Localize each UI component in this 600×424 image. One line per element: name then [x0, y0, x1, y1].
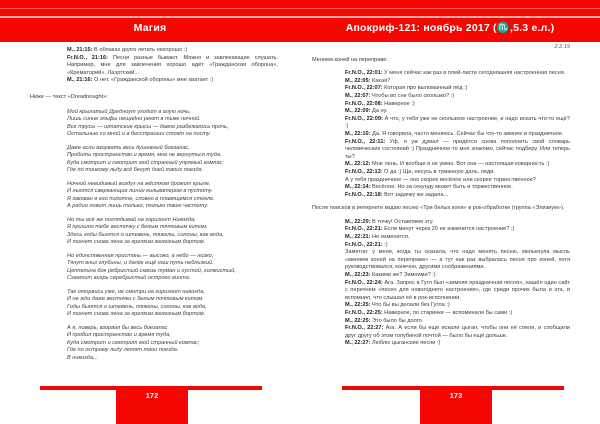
chat-speaker-timestamp: Fr.N.O., 21:16:	[67, 54, 113, 61]
poem-stanza	[67, 145, 278, 175]
chat-log-before-song	[345, 70, 570, 199]
poem-stanza	[67, 325, 278, 363]
chat-speaker-timestamp: Fr.N.O., 22:24:	[345, 279, 385, 286]
poem-line: Цеппелина бок ребристый сквозь туман и густой, холмистый,	[67, 267, 236, 274]
header-rule-bright	[0, 16, 600, 18]
chat-message: М., 22:14: Весёлое. Но за секунду может быть и торжественное.	[345, 184, 513, 191]
poem-line: Но ты всё же поглядывай на горизонт Никогда,	[67, 216, 196, 223]
chat-speaker-timestamp: М., 22:12:	[345, 161, 373, 168]
chat-speaker-timestamp: Fr.N.O., 22:27:	[345, 325, 386, 332]
chat-message: Fr.N.O., 22:01: У меня сейчас как раз в плей-листе сегодняшняя настроенная песня.	[345, 70, 566, 77]
chat-message: М., 22:05: Какая?	[345, 77, 391, 84]
chat-speaker-timestamp: М., 22:09:	[345, 108, 373, 115]
chat-speaker-timestamp: М., 22:07:	[345, 92, 373, 99]
chat-message: М., 22:27: Люблю цыганские песни :)	[345, 340, 441, 347]
poem-line: И пахнет снова пена за крепким железным бортом.	[67, 239, 206, 246]
chat-message: Fr.N.O., 22:18: Вот задачку же задала...	[345, 191, 449, 198]
poem-stanza	[67, 109, 278, 139]
poem-line: А я, поверь, взорвал бы весь боезапас	[67, 324, 168, 331]
chat-message: М., 22:23: Какими же? Зимними? :)	[345, 272, 436, 279]
chat-speaker-timestamp: Fr.N.O., 22:25:	[345, 310, 385, 316]
right-running-title: Апокриф-121: ноябрь 2017 (♏,5.3 е.л.)	[345, 22, 555, 34]
poem-line: И пробил пространство и время туда,	[67, 332, 171, 339]
chat-message: Заметно: у меня, когда ты сказала, что надо менять песню, мелькнула мысль «меняем коней на переправе» — а тут как раз выбралась песня про коней, хотя руководствовался, конечно, другими соображениями.	[345, 249, 570, 271]
chat-speaker-timestamp: Fr.N.O., 22:18:	[345, 191, 385, 198]
poem-line: Куда смотрит и смотрит мой странный упрямый компас;	[67, 159, 224, 166]
poem-line: Я пришлю тебе весточку с белым почтовым китом.	[67, 224, 208, 231]
section-mark: 2.2.19	[554, 44, 570, 50]
poem-stanza	[67, 181, 278, 211]
chat-message: М., 22:25: Это было бы долго.	[345, 317, 424, 324]
poem-line: Куда смотрит и смотрит мой странный компас;	[67, 339, 200, 346]
poem-line: Но единственная пристань — высоко, а небо — низко,	[67, 252, 214, 259]
page-left	[30, 47, 278, 384]
header-rule-thin	[0, 8, 600, 9]
chat-speaker-timestamp: М., 22:20:	[345, 218, 373, 225]
chat-speaker-timestamp: М., 21:15:	[67, 47, 95, 53]
narration-paragraph: После поисков в интернете кидаю песню «Три белых коня» в рок-обработке (группа «Элизиум»).	[312, 205, 565, 212]
poem-stanza	[67, 253, 278, 283]
page-number-tab-left	[116, 386, 188, 424]
page-right	[312, 44, 570, 385]
chat-speaker-timestamp: Fr.N.O., 22:07:	[345, 85, 385, 92]
poem-line: В никогда...	[67, 354, 98, 361]
poem-line: Тянут вниз глубины, и далёк ещё наш путь неблизкий.	[67, 260, 214, 267]
poem-line: Мой крылатый Дредноут уходит в алую ночь,	[67, 108, 191, 115]
left-running-title: Магия	[133, 22, 167, 34]
chat-message: М., 22:10: Да. Я говорила, часто меняюсь. Сейчас бы что-то зимнее и праздничное.	[345, 130, 564, 137]
poem-line: Даже если взорвать весь душевный боезапас,	[67, 144, 190, 151]
running-titles	[0, 21, 600, 35]
chat-message: Fr.N.O., 22:08: Наверное :)	[345, 100, 415, 107]
chat-message: Fr.N.O., 21:16: Песни разные бывают. Можно и завлекающие слушать. Например, мне для завлечения хорошо идёт «Гражданская оборона», «Крематорий», Лаэртский...	[67, 54, 278, 76]
chat-message: Fr.N.O., 22:11: Уф, я уж думал — придётся снова пополнить свой словарь человеческих состояний :) Праздничное-то мне знакомо, сейчас подберу. Или теперь ты?	[345, 138, 570, 160]
chat-speaker-timestamp: М., 22:21:	[345, 234, 373, 241]
chat-message: М., 22:20: В точку! Оставляем эту.	[345, 218, 434, 225]
chat-message: Fr.N.O., 22:21: :)	[345, 241, 388, 248]
chat-speaker-timestamp: Fr.N.O., 22:09:	[345, 115, 385, 122]
poem-stanza	[67, 289, 278, 319]
poem-line: И льются сверкающие линии кильватером в пустоту.	[67, 188, 213, 195]
chat-message: М., 22:21: Не изменится.	[345, 234, 410, 241]
poem-line: Остальные со мной и в бесстрашии стоят на посту.	[67, 131, 211, 138]
poem-line: И не жди даже весточки с белым почтовым китом.	[67, 296, 204, 303]
lead-line: Меняем коней на переправе:	[312, 56, 388, 63]
chat-message: А у тебя праздничное — оно скорее весёлое или скорее торжественное?	[345, 176, 536, 183]
chat-speaker-timestamp: Fr.N.O., 22:11:	[345, 138, 390, 145]
page-number-right: 173	[449, 391, 463, 400]
chat-message: Fr.N.O., 22:13: О да :) Ща, несусь в туманную даль, леди.	[345, 168, 495, 175]
chat-message: М., 22:09: Да ну.	[345, 108, 388, 115]
poem-line: И пахнет снова пена за крепким железным бортом.	[67, 311, 206, 318]
poem-line: Пробить пространство и время, мне не вернуться туда.	[67, 152, 222, 159]
chat-message: М., 22:25: Что бы вы делали без Гугла :)	[345, 302, 450, 309]
chat-message: М., 21:15: В облаках долго летать нехорошо :)	[67, 47, 188, 53]
chat-message: М., 22:12: Мне лень. И вообще я не умею. Вот она — настоящая коварность :)	[345, 161, 550, 168]
chat-speaker-timestamp: Fr.N.O., 22:13:	[345, 168, 385, 175]
chat-message: Fr.N.O., 22:09: А что, у тебя уже не скользкое настроение, и надо искать что-то ещё? :)	[345, 115, 570, 130]
chat-log-after-song	[345, 219, 570, 348]
chat-message: Fr.N.O., 22:21: Если минут через 20 не изменится настроение? ;)	[345, 226, 515, 233]
poem-line: Схватит вихрь серебристый острого винта.	[67, 275, 191, 282]
poem-dreadnought	[67, 109, 278, 363]
chat-speaker-timestamp: М., 22:14:	[345, 184, 373, 191]
chat-speaker-timestamp: М., 22:10:	[345, 130, 373, 137]
poem-line: Годы бьются о штевень, тяжелы, солоны, как вода,	[67, 303, 207, 310]
chat-speaker-timestamp: М., 22:27:	[345, 340, 373, 347]
page-number-left: 172	[145, 391, 159, 400]
poem-intro: Ниже — текст «Dreadnought»:	[30, 93, 108, 100]
header-band	[0, 0, 600, 42]
poem-line: Где по тонкому льду всё бегут дней твоих поезда.	[67, 167, 204, 174]
poem-line: Так оторвись уже, не смотри на горизонт никогда,	[67, 288, 205, 295]
chat-message: Fr.N.O., 22:24: Ага. Запрос в Гугл был «зимняя праздничная песня», нашёл один сайт с перечнем «песен для новогоднего настроения», где среди прочих была и эта, и вспомнил, что слышал её в рок-исполнении.	[345, 279, 570, 301]
chat-message: М., 21:16: О нет. «Гражданской обороны» мне хватает :)	[67, 77, 214, 84]
chat-message: Fr.N.O., 22:27: Ага. А если бы ещё искали цыган, чтобы они её спели, и сообщили друг другу об этом голубиной почтой — было бы ещё дольше.	[345, 325, 570, 339]
poem-line: Здесь годы бьются о штевень, тяжелы, солоны, как вода,	[67, 231, 224, 238]
chat-message: Fr.N.O., 22:07: Которая про выломанный лёд :)	[345, 85, 468, 92]
chat-speaker-timestamp: Fr.N.O., 22:01:	[345, 70, 385, 77]
chat-message: М., 22:07: Чтобы во сне было скользко? :)	[345, 92, 455, 99]
poem-line: А радио ловит лишь только, только твою частоту.	[67, 203, 209, 210]
chat-speaker-timestamp: Fr.N.O., 22:08:	[345, 100, 385, 107]
chat-message: Fr.N.O., 22:25: Наверное, по старинке — вспоминали бы сами :)	[345, 310, 513, 316]
poem-line: Лишь синие эльфы нещадно реют в тьме ночной.	[67, 116, 201, 123]
chat-speaker-timestamp: М., 22:25:	[345, 302, 373, 309]
poem-line: Ночной невидимый воздух на жёстком дрожит крыле,	[67, 180, 211, 187]
page-number-tab-right	[420, 386, 492, 424]
poem-stanza	[67, 217, 278, 247]
chat-speaker-timestamp: Fr.N.O., 22:21:	[345, 226, 385, 233]
poem-line: Я закован в его полотне, словно в плавящемся стекле.	[67, 195, 215, 202]
chat-speaker-timestamp: М., 22:05:	[345, 77, 373, 84]
poem-line: Все трусы — штатские крысы — давно разбежались прочь,	[67, 123, 229, 130]
chat-speaker-timestamp: Fr.N.O., 22:21:	[345, 241, 385, 248]
chat-speaker-timestamp: М., 22:23:	[345, 272, 373, 279]
poem-line: Где по острому льду летят твои поезда.	[67, 347, 179, 354]
chat-speaker-timestamp: М., 22:25:	[345, 317, 373, 324]
chat-log-evening	[67, 47, 278, 85]
chat-speaker-timestamp: М., 21:16:	[67, 77, 95, 84]
